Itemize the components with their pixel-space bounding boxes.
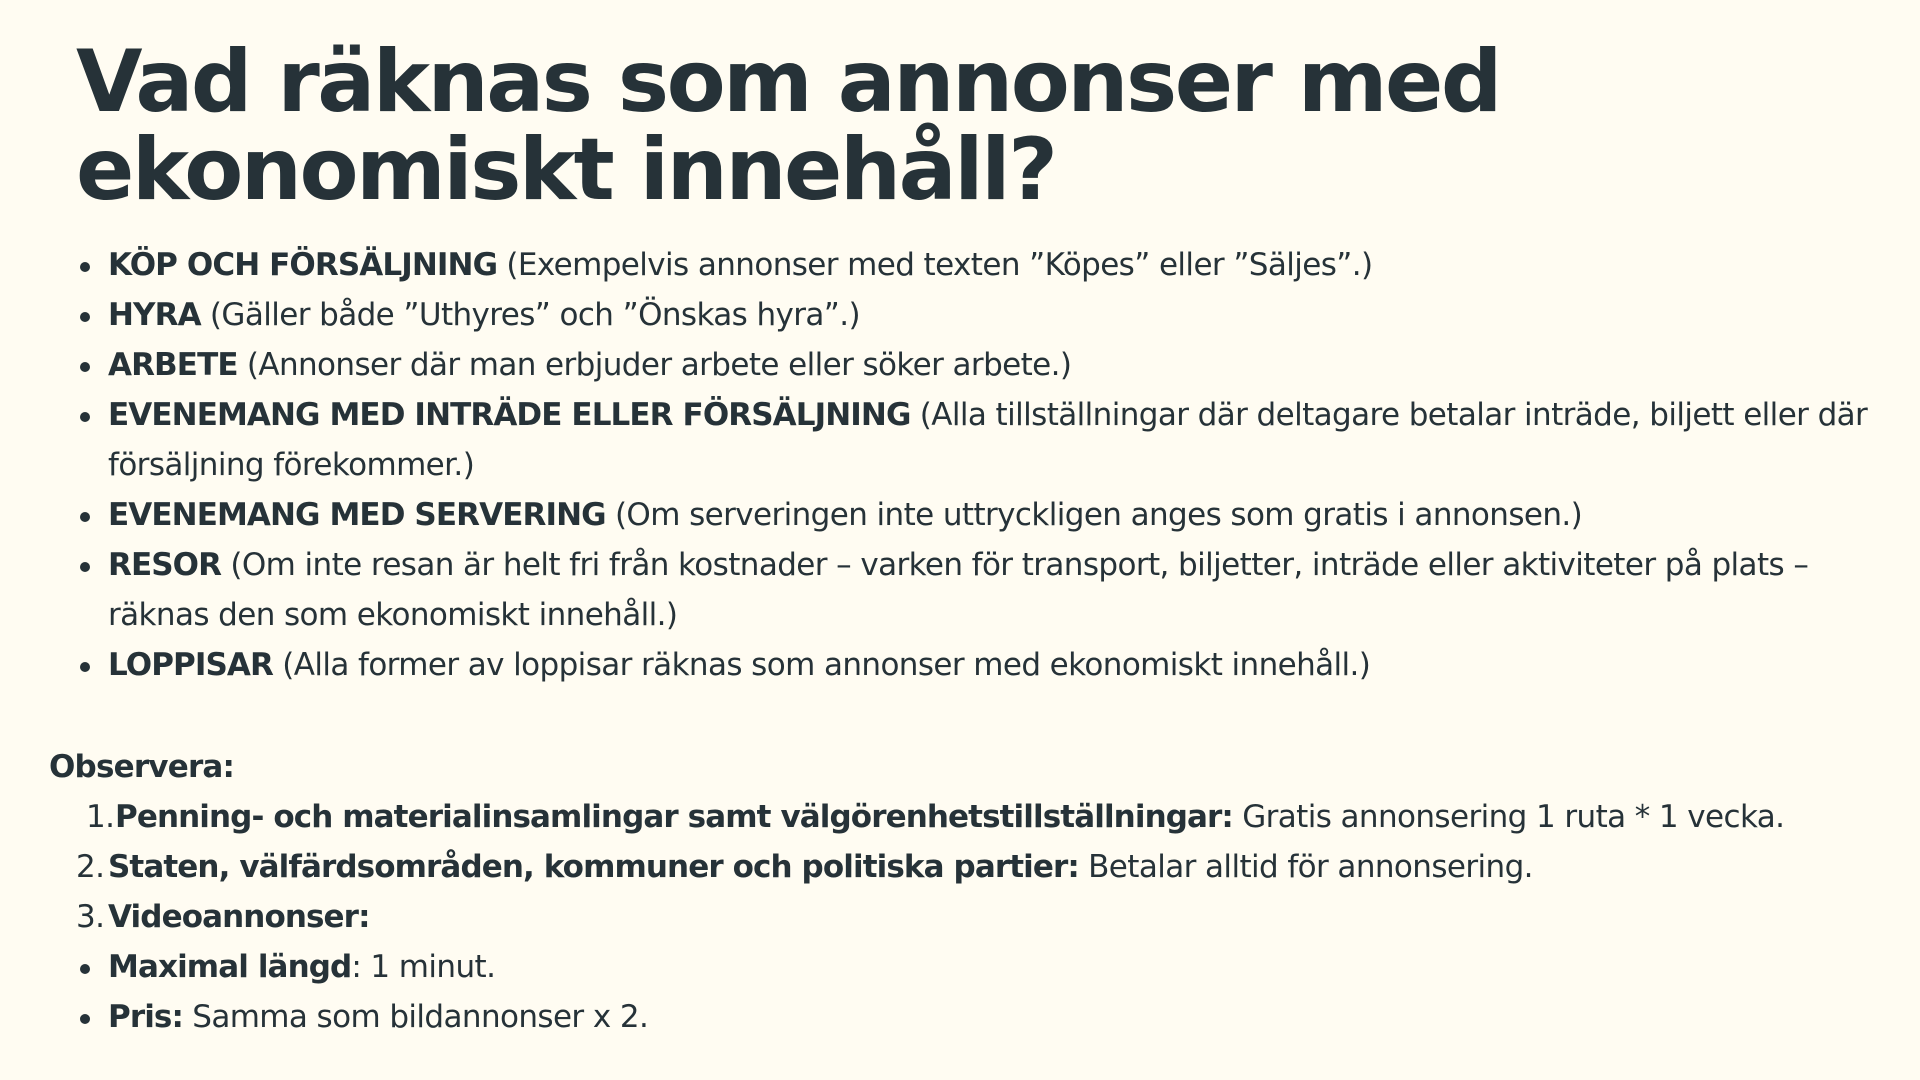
category-term: KÖP OCH FÖRSÄLJNING	[108, 247, 498, 283]
video-term: Maximal längd	[108, 949, 352, 985]
title-line-1: Vad räknas som annonser med	[76, 32, 1500, 132]
list-item	[76, 892, 1856, 942]
list-item	[108, 992, 1808, 1042]
observe-description: Gratis annonsering 1 ruta * 1 vecka.	[1232, 799, 1785, 835]
list-item	[108, 942, 1808, 992]
video-term: Pris:	[108, 999, 183, 1035]
observe-list	[76, 792, 1856, 942]
item-number: 2.	[76, 849, 105, 885]
category-description: (Alla tillställningar där deltagare betalar inträde, biljett eller där försäljning förekommer.)	[108, 397, 1868, 483]
list-item	[108, 390, 1868, 490]
item-number: 3.	[76, 899, 105, 935]
category-term: RESOR	[108, 547, 222, 583]
observe-term: Videoannonser:	[108, 899, 370, 935]
video-description: Samma som bildannonser x 2.	[182, 999, 649, 1035]
list-item	[108, 340, 1868, 390]
list-item	[76, 792, 1856, 842]
category-term: EVENEMANG MED INTRÄDE ELLER FÖRSÄLJNING	[108, 397, 911, 433]
category-term: ARBETE	[108, 347, 238, 383]
list-item	[108, 290, 1868, 340]
video-list	[108, 942, 1808, 1042]
page-title	[76, 32, 1776, 220]
category-description: (Gäller både ”Uthyres” och ”Önskas hyra”.)	[200, 297, 861, 333]
observe-description: Betalar alltid för annonsering.	[1078, 849, 1533, 885]
category-term: LOPPISAR	[108, 647, 273, 683]
list-item	[108, 640, 1868, 690]
list-item	[108, 240, 1868, 290]
category-term: EVENEMANG MED SERVERING	[108, 497, 606, 533]
category-description: (Exempelvis annonser med texten ”Köpes” eller ”Säljes”.)	[497, 247, 1373, 283]
list-item	[108, 540, 1868, 640]
item-number: 1.	[86, 799, 115, 835]
observe-term: Penning- och materialinsamlingar samt välgörenhetstillställningar:	[115, 799, 1233, 835]
category-list	[108, 240, 1868, 690]
video-description: : 1 minut.	[351, 949, 496, 985]
category-term: HYRA	[108, 297, 201, 333]
category-description: (Annonser där man erbjuder arbete eller söker arbete.)	[237, 347, 1072, 383]
category-description: (Om inte resan är helt fri från kostnader – varken för transport, biljetter, inträde eller aktiviteter på plats – räknas den som ekonomiskt innehåll.)	[108, 547, 1809, 633]
category-description: (Om serveringen inte uttryckligen anges som gratis i annonsen.)	[605, 497, 1583, 533]
list-item	[76, 842, 1856, 892]
observe-heading: Observera:	[49, 749, 235, 785]
observe-term: Staten, välfärdsområden, kommuner och politiska partier:	[108, 849, 1079, 885]
category-description: (Alla former av loppisar räknas som annonser med ekonomiskt innehåll.)	[272, 647, 1371, 683]
list-item	[108, 490, 1868, 540]
title-line-2: ekonomiskt innehåll?	[76, 120, 1056, 220]
